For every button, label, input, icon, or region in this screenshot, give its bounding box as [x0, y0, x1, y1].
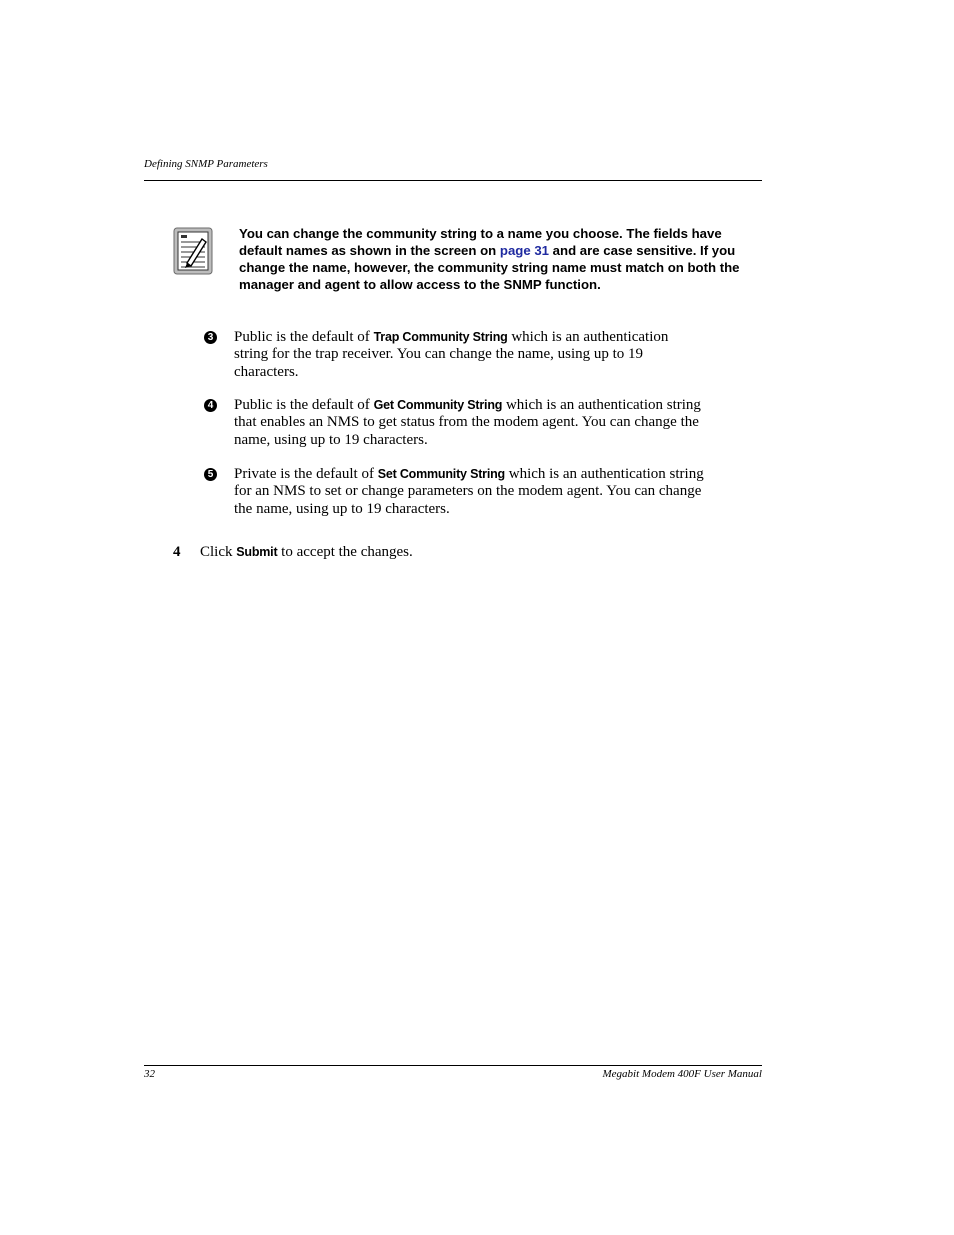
- note-text-after-link: and are case sensitive. If you change the name, however, the community string name must match on both the manager and agent to allow access to the SNMP function.: [239, 243, 740, 292]
- list-item: [200, 397, 720, 449]
- note-pencil-icon: [173, 227, 213, 275]
- item-text: which is an authentication string for the trap receiver. You can change the name, using up to 19 characters.: [234, 329, 669, 380]
- page-link[interactable]: page 31: [499, 243, 550, 258]
- ui-term: Trap Community String: [373, 330, 508, 344]
- bullet-number: 5: [204, 468, 217, 481]
- list-item: [200, 466, 720, 518]
- step-number: 4: [173, 544, 181, 560]
- note-text: [239, 225, 759, 293]
- item-text: Private is the default of: [234, 466, 378, 482]
- running-header: Defining SNMP Parameters: [144, 158, 268, 170]
- bullet-number: 3: [204, 331, 217, 344]
- item-text: which is an authentication string that enables an NMS to get status from the modem agent. You can change the name, using up to 19 characters.: [234, 397, 701, 448]
- list-item-text: [234, 329, 704, 381]
- item-text: which is an authentication string for an NMS to set or change parameters on the modem agent. You can change the name, using up to 19 characters.: [234, 466, 704, 517]
- item-text: Public is the default of: [234, 397, 374, 413]
- manual-title: Megabit Modem 400F User Manual: [602, 1068, 762, 1080]
- item-text: Public is the default of: [234, 329, 374, 345]
- page-number: 32: [144, 1068, 155, 1080]
- procedure-step: [173, 544, 413, 561]
- ui-term: Set Community String: [377, 467, 505, 481]
- list-item: [200, 329, 720, 381]
- bullet-number: 4: [204, 399, 217, 412]
- header-rule: [144, 180, 762, 181]
- list-item-text: [234, 466, 704, 518]
- footer-rule: [144, 1065, 762, 1066]
- ui-term: Get Community String: [373, 398, 503, 412]
- list-item-text: [234, 397, 704, 449]
- submit-term: Submit: [236, 545, 278, 559]
- step-text: Click: [200, 544, 237, 560]
- step-text: to accept the changes.: [277, 544, 413, 560]
- note-text-before-link: You can change the community string to a name you choose. The fields have default names as shown in the screen on: [239, 226, 722, 258]
